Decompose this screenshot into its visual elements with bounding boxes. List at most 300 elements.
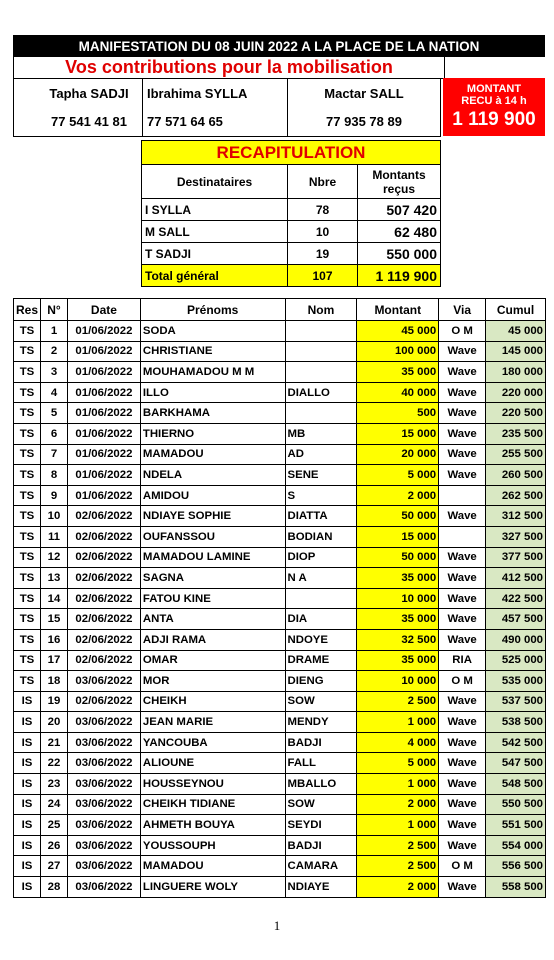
cell-res: IS	[14, 877, 41, 898]
cell-prenom: MOR	[140, 671, 285, 692]
cell-prenom: JEAN MARIE	[140, 712, 285, 733]
cell-cumul: 525 000	[486, 650, 546, 671]
cell-via: Wave	[439, 774, 486, 795]
recap-header-nbre: Nbre	[288, 165, 358, 199]
header-nom: Nom	[285, 299, 357, 321]
cell-prenom: CHRISTIANE	[140, 341, 285, 362]
cell-montant: 2 500	[357, 691, 439, 712]
cell-nom: MB	[285, 423, 357, 444]
cell-res: TS	[14, 465, 41, 486]
cell-montant: 35 000	[357, 362, 439, 383]
cell-montant: 35 000	[357, 650, 439, 671]
cell-date: 03/06/2022	[67, 732, 140, 753]
recap-row	[142, 221, 441, 243]
cell-cumul: 45 000	[486, 321, 546, 342]
cell-date: 03/06/2022	[67, 753, 140, 774]
cell-date: 01/06/2022	[67, 444, 140, 465]
cell-nom: DIENG	[285, 671, 357, 692]
cell-montant: 15 000	[357, 423, 439, 444]
header-res: Res	[14, 299, 41, 321]
table-row	[14, 856, 546, 877]
cell-res: TS	[14, 650, 41, 671]
table-row	[14, 341, 546, 362]
cell-num: 28	[41, 877, 68, 898]
recap-nbre: 19	[288, 243, 358, 265]
cell-montant: 2 500	[357, 856, 439, 877]
recap-row	[142, 199, 441, 221]
cell-res: TS	[14, 341, 41, 362]
cell-montant: 40 000	[357, 382, 439, 403]
cell-via: Wave	[439, 547, 486, 568]
cell-montant: 5 000	[357, 465, 439, 486]
cell-cumul: 377 500	[486, 547, 546, 568]
cell-num: 18	[41, 671, 68, 692]
contact-phone: 77 541 41 81	[51, 114, 127, 130]
cell-nom: SOW	[285, 794, 357, 815]
cell-prenom: CHEIKH TIDIANE	[140, 794, 285, 815]
recap-header-dest: Destinataires	[142, 165, 288, 199]
cell-num: 3	[41, 362, 68, 383]
cell-montant: 10 000	[357, 671, 439, 692]
cell-res: TS	[14, 568, 41, 589]
cell-res: IS	[14, 712, 41, 733]
cell-res: IS	[14, 815, 41, 836]
cell-via	[439, 526, 486, 547]
cell-nom: MENDY	[285, 712, 357, 733]
cell-via: Wave	[439, 712, 486, 733]
cell-date: 02/06/2022	[67, 568, 140, 589]
cell-nom	[285, 341, 357, 362]
cell-via: Wave	[439, 835, 486, 856]
cell-prenom: ILLO	[140, 382, 285, 403]
contact-mactar	[287, 79, 441, 137]
cell-montant: 35 000	[357, 568, 439, 589]
cell-via: Wave	[439, 423, 486, 444]
cell-via: Wave	[439, 753, 486, 774]
table-row	[14, 835, 546, 856]
cell-cumul: 554 000	[486, 835, 546, 856]
cell-prenom: THIERNO	[140, 423, 285, 444]
cell-via: Wave	[439, 794, 486, 815]
amount-value: 1 119 900	[452, 109, 536, 130]
cell-nom	[285, 588, 357, 609]
cell-num: 9	[41, 485, 68, 506]
cell-cumul: 180 000	[486, 362, 546, 383]
cell-num: 22	[41, 753, 68, 774]
cell-nom	[285, 403, 357, 424]
cell-num: 12	[41, 547, 68, 568]
recap-header-montants	[358, 165, 441, 199]
cell-date: 01/06/2022	[67, 321, 140, 342]
cell-via: Wave	[439, 588, 486, 609]
cell-res: TS	[14, 403, 41, 424]
cell-prenom: LINGUERE WOLY	[140, 877, 285, 898]
cell-num: 21	[41, 732, 68, 753]
cell-via	[439, 485, 486, 506]
cell-cumul: 490 000	[486, 629, 546, 650]
cell-date: 03/06/2022	[67, 856, 140, 877]
cell-montant: 500	[357, 403, 439, 424]
cell-cumul: 422 500	[486, 588, 546, 609]
recap-montant: 550 000	[358, 243, 441, 265]
header-montant: Montant	[357, 299, 439, 321]
cell-prenom: HOUSSEYNOU	[140, 774, 285, 795]
cell-montant: 2 500	[357, 835, 439, 856]
cell-date: 03/06/2022	[67, 815, 140, 836]
cell-via: Wave	[439, 732, 486, 753]
table-row	[14, 794, 546, 815]
cell-date: 01/06/2022	[67, 341, 140, 362]
cell-num: 19	[41, 691, 68, 712]
cell-montant: 2 000	[357, 485, 439, 506]
header-cumul: Cumul	[486, 299, 546, 321]
recap-row	[142, 243, 441, 265]
cell-prenom: SAGNA	[140, 568, 285, 589]
cell-date: 02/06/2022	[67, 547, 140, 568]
cell-num: 24	[41, 794, 68, 815]
recap-rows	[142, 199, 441, 265]
table-row	[14, 609, 546, 630]
cell-res: TS	[14, 362, 41, 383]
amount-received-box	[443, 78, 545, 136]
cell-date: 01/06/2022	[67, 423, 140, 444]
recap-dest: I SYLLA	[142, 199, 288, 221]
cell-date: 03/06/2022	[67, 671, 140, 692]
cell-res: TS	[14, 609, 41, 630]
table-row	[14, 465, 546, 486]
table-row	[14, 588, 546, 609]
cell-nom: DIA	[285, 609, 357, 630]
cell-via: Wave	[439, 691, 486, 712]
table-row	[14, 629, 546, 650]
cell-prenom: CHEIKH	[140, 691, 285, 712]
table-row	[14, 732, 546, 753]
table-row	[14, 506, 546, 527]
cell-res: TS	[14, 444, 41, 465]
recap-header-montants-l1: Montants	[372, 167, 426, 182]
cell-num: 14	[41, 588, 68, 609]
cell-num: 15	[41, 609, 68, 630]
cell-res: TS	[14, 506, 41, 527]
cell-nom: SOW	[285, 691, 357, 712]
cell-num: 2	[41, 341, 68, 362]
table-row	[14, 877, 546, 898]
cell-num: 26	[41, 835, 68, 856]
cell-cumul: 551 500	[486, 815, 546, 836]
cell-num: 13	[41, 568, 68, 589]
cell-prenom: NDELA	[140, 465, 285, 486]
cell-date: 02/06/2022	[67, 526, 140, 547]
cell-res: IS	[14, 732, 41, 753]
cell-date: 01/06/2022	[67, 403, 140, 424]
cell-nom: DIOP	[285, 547, 357, 568]
cell-montant: 20 000	[357, 444, 439, 465]
recap-table	[141, 140, 441, 287]
cell-nom: BODIAN	[285, 526, 357, 547]
cell-prenom: ANTA	[140, 609, 285, 630]
cell-via: Wave	[439, 403, 486, 424]
cell-montant: 10 000	[357, 588, 439, 609]
table-row	[14, 774, 546, 795]
cell-res: TS	[14, 629, 41, 650]
cell-nom: NDOYE	[285, 629, 357, 650]
cell-res: TS	[14, 671, 41, 692]
cell-cumul: 255 500	[486, 444, 546, 465]
recap-total-nbre: 107	[288, 265, 358, 287]
recap-title: RECAPITULATION	[142, 141, 441, 165]
table-row	[14, 382, 546, 403]
cell-num: 16	[41, 629, 68, 650]
cell-date: 03/06/2022	[67, 774, 140, 795]
cell-nom: NDIAYE	[285, 877, 357, 898]
cell-montant: 5 000	[357, 753, 439, 774]
cell-nom: AD	[285, 444, 357, 465]
table-row	[14, 526, 546, 547]
cell-num: 23	[41, 774, 68, 795]
cell-cumul: 260 500	[486, 465, 546, 486]
cell-res: IS	[14, 691, 41, 712]
cell-nom	[285, 362, 357, 383]
cell-montant: 45 000	[357, 321, 439, 342]
cell-num: 6	[41, 423, 68, 444]
cell-cumul: 558 500	[486, 877, 546, 898]
cell-via: O M	[439, 856, 486, 877]
cell-nom: DIALLO	[285, 382, 357, 403]
cell-nom: N A	[285, 568, 357, 589]
cell-via: Wave	[439, 465, 486, 486]
cell-cumul: 548 500	[486, 774, 546, 795]
recap-nbre: 10	[288, 221, 358, 243]
cell-montant: 15 000	[357, 526, 439, 547]
cell-prenom: MAMADOU LAMINE	[140, 547, 285, 568]
cell-date: 02/06/2022	[67, 691, 140, 712]
cell-cumul: 457 500	[486, 609, 546, 630]
cell-res: IS	[14, 794, 41, 815]
contact-ibrahima	[142, 79, 288, 137]
cell-nom: SENE	[285, 465, 357, 486]
cell-res: IS	[14, 774, 41, 795]
cell-date: 02/06/2022	[67, 629, 140, 650]
contact-phone: 77 935 78 89	[326, 114, 402, 130]
recap-montant: 507 420	[358, 199, 441, 221]
cell-prenom: MOUHAMADOU M M	[140, 362, 285, 383]
cell-res: TS	[14, 321, 41, 342]
cell-via: Wave	[439, 444, 486, 465]
cell-via: RIA	[439, 650, 486, 671]
table-row	[14, 671, 546, 692]
cell-cumul: 327 500	[486, 526, 546, 547]
cell-montant: 50 000	[357, 547, 439, 568]
cell-prenom: OUFANSSOU	[140, 526, 285, 547]
cell-cumul: 312 500	[486, 506, 546, 527]
cell-montant: 2 000	[357, 877, 439, 898]
cell-prenom: BARKHAMA	[140, 403, 285, 424]
cell-via: Wave	[439, 382, 486, 403]
cell-prenom: OMAR	[140, 650, 285, 671]
cell-date: 03/06/2022	[67, 877, 140, 898]
cell-date: 02/06/2022	[67, 650, 140, 671]
cell-num: 25	[41, 815, 68, 836]
table-row	[14, 485, 546, 506]
table-row	[14, 362, 546, 383]
cell-num: 5	[41, 403, 68, 424]
cell-res: TS	[14, 526, 41, 547]
table-row	[14, 444, 546, 465]
cell-via: O M	[439, 321, 486, 342]
recap-dest: T SADJI	[142, 243, 288, 265]
table-row	[14, 423, 546, 444]
cell-prenom: AMIDOU	[140, 485, 285, 506]
recap-total-label: Total général	[142, 265, 288, 287]
table-row	[14, 753, 546, 774]
cell-nom: DRAME	[285, 650, 357, 671]
cell-montant: 1 000	[357, 815, 439, 836]
cell-num: 20	[41, 712, 68, 733]
cell-res: TS	[14, 547, 41, 568]
header-num: N°	[41, 299, 68, 321]
table-row	[14, 650, 546, 671]
cell-res: TS	[14, 485, 41, 506]
cell-cumul: 537 500	[486, 691, 546, 712]
cell-cumul: 235 500	[486, 423, 546, 444]
cell-nom: MBALLO	[285, 774, 357, 795]
contact-name: Mactar SALL	[324, 85, 404, 101]
cell-via: Wave	[439, 877, 486, 898]
cell-montant: 50 000	[357, 506, 439, 527]
cell-via: Wave	[439, 568, 486, 589]
table-header-row	[14, 299, 546, 321]
cell-via: Wave	[439, 362, 486, 383]
cell-cumul: 556 500	[486, 856, 546, 877]
cell-via: Wave	[439, 341, 486, 362]
cell-date: 03/06/2022	[67, 712, 140, 733]
cell-prenom: MAMADOU	[140, 444, 285, 465]
cell-nom: CAMARA	[285, 856, 357, 877]
table-row	[14, 568, 546, 589]
cell-res: IS	[14, 835, 41, 856]
cell-cumul: 535 000	[486, 671, 546, 692]
cell-cumul: 547 500	[486, 753, 546, 774]
cell-nom: DIATTA	[285, 506, 357, 527]
table-row	[14, 403, 546, 424]
cell-nom: FALL	[285, 753, 357, 774]
cell-date: 01/06/2022	[67, 465, 140, 486]
amount-label: MONTANT	[466, 83, 522, 95]
cell-res: TS	[14, 588, 41, 609]
cell-cumul: 538 500	[486, 712, 546, 733]
cell-num: 8	[41, 465, 68, 486]
cell-res: IS	[14, 856, 41, 877]
table-row	[14, 321, 546, 342]
cell-montant: 100 000	[357, 341, 439, 362]
cell-date: 02/06/2022	[67, 588, 140, 609]
cell-num: 11	[41, 526, 68, 547]
contact-tapha	[13, 79, 143, 137]
cell-nom: SEYDI	[285, 815, 357, 836]
cell-prenom: YANCOUBA	[140, 732, 285, 753]
cell-montant: 32 500	[357, 629, 439, 650]
cell-cumul: 220 500	[486, 403, 546, 424]
amount-label-time: RECU à 14 h	[461, 95, 527, 107]
table-row	[14, 712, 546, 733]
cell-nom: BADJI	[285, 732, 357, 753]
cell-montant: 1 000	[357, 774, 439, 795]
cell-cumul: 542 500	[486, 732, 546, 753]
cell-prenom: FATOU KINE	[140, 588, 285, 609]
cell-num: 1	[41, 321, 68, 342]
cell-nom	[285, 321, 357, 342]
cell-prenom: ALIOUNE	[140, 753, 285, 774]
cell-res: TS	[14, 423, 41, 444]
page-title: MANIFESTATION DU 08 JUIN 2022 A LA PLACE DE LA NATION	[13, 35, 545, 57]
cell-via: Wave	[439, 609, 486, 630]
cell-cumul: 550 500	[486, 794, 546, 815]
header-via: Via	[439, 299, 486, 321]
cell-montant: 2 000	[357, 794, 439, 815]
cell-via: Wave	[439, 506, 486, 527]
header-prenoms: Prénoms	[140, 299, 285, 321]
cell-prenom: NDIAYE SOPHIE	[140, 506, 285, 527]
cell-via: Wave	[439, 815, 486, 836]
cell-prenom: ADJI RAMA	[140, 629, 285, 650]
contact-name: Ibrahima SYLLA	[147, 85, 248, 101]
cell-num: 4	[41, 382, 68, 403]
contact-phone: 77 571 64 65	[147, 114, 223, 130]
cell-prenom: SODA	[140, 321, 285, 342]
cell-date: 02/06/2022	[67, 506, 140, 527]
recap-montant: 62 480	[358, 221, 441, 243]
cell-date: 02/06/2022	[67, 609, 140, 630]
cell-num: 7	[41, 444, 68, 465]
cell-cumul: 262 500	[486, 485, 546, 506]
cell-cumul: 145 000	[486, 341, 546, 362]
cell-num: 17	[41, 650, 68, 671]
cell-nom: BADJI	[285, 835, 357, 856]
cell-montant: 35 000	[357, 609, 439, 630]
cell-via: O M	[439, 671, 486, 692]
cell-nom: S	[285, 485, 357, 506]
contributions-table	[13, 298, 546, 898]
cell-montant: 1 000	[357, 712, 439, 733]
cell-date: 01/06/2022	[67, 382, 140, 403]
cell-date: 03/06/2022	[67, 794, 140, 815]
header-date: Date	[67, 299, 140, 321]
page-number: 1	[273, 918, 281, 933]
table-row	[14, 547, 546, 568]
table-body	[14, 321, 546, 898]
cell-date: 03/06/2022	[67, 835, 140, 856]
cell-prenom: YOUSSOUPH	[140, 835, 285, 856]
recap-total-montant: 1 119 900	[358, 265, 441, 287]
cell-prenom: MAMADOU	[140, 856, 285, 877]
table-row	[14, 691, 546, 712]
recap-dest: M SALL	[142, 221, 288, 243]
cell-cumul: 220 000	[486, 382, 546, 403]
page-subtitle: Vos contributions pour la mobilisation	[13, 57, 445, 79]
cell-cumul: 412 500	[486, 568, 546, 589]
cell-num: 10	[41, 506, 68, 527]
cell-date: 01/06/2022	[67, 362, 140, 383]
recap-nbre: 78	[288, 199, 358, 221]
cell-date: 01/06/2022	[67, 485, 140, 506]
cell-res: IS	[14, 753, 41, 774]
cell-res: TS	[14, 382, 41, 403]
cell-prenom: AHMETH BOUYA	[140, 815, 285, 836]
table-row	[14, 815, 546, 836]
recap-header-montants-l2: reçus	[382, 181, 416, 196]
contact-name: Tapha SADJI	[49, 85, 129, 101]
cell-montant: 4 000	[357, 732, 439, 753]
